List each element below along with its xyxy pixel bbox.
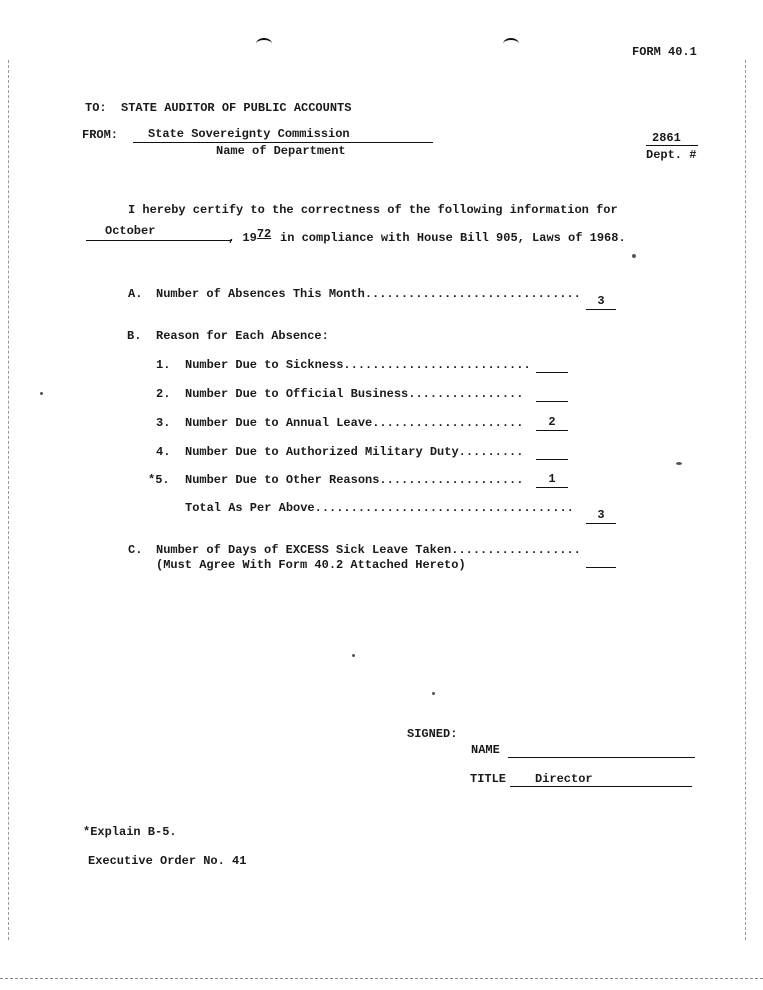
b-item-underline: [536, 430, 568, 431]
section-c-label-line1: Number of Days of EXCESS Sick Leave Taken..................: [156, 543, 581, 557]
certify-text: I hereby certify to the correctness of the following information for: [128, 203, 618, 217]
scan-speck: [40, 392, 43, 395]
total-underline: [586, 523, 616, 524]
b-item-underline: [536, 372, 568, 373]
section-b-letter: B.: [127, 329, 142, 343]
title-label: TITLE: [470, 772, 507, 786]
title-underline: [510, 786, 692, 787]
b-item-num: 3.: [156, 416, 171, 430]
section-c-underline: [586, 567, 616, 568]
b-item-value: 2: [548, 415, 556, 429]
b-item-num: 4.: [156, 445, 171, 459]
from-underline: [133, 142, 433, 143]
section-a-label: Number of Absences This Month..............................: [156, 287, 581, 301]
month-value: October: [105, 224, 156, 238]
b-item-label: Number Due to Official Business................: [185, 387, 524, 401]
b-item-underline: [536, 487, 568, 488]
form-number: FORM 40.1: [632, 45, 697, 59]
scan-edge-left: [8, 60, 9, 940]
b-item-value: 1: [548, 472, 556, 486]
dept-caption: Dept. #: [646, 148, 697, 162]
b-item-label: Number Due to Sickness..........................: [185, 358, 531, 372]
b-item-num: *5.: [148, 473, 170, 487]
b-item-label: Number Due to Authorized Military Duty.........: [185, 445, 524, 459]
punch-mark-left: [256, 38, 272, 50]
from-value: State Sovereignty Commission: [148, 127, 350, 141]
name-underline: [508, 757, 695, 758]
dept-underline: [646, 145, 698, 146]
punch-mark-right: [503, 38, 519, 50]
b-item-num: 2.: [156, 387, 171, 401]
scan-speck: [352, 654, 355, 657]
title-value: Director: [535, 772, 593, 786]
to-label: TO:: [85, 101, 107, 115]
from-label: FROM:: [82, 128, 119, 142]
total-label: Total As Per Above....................................: [185, 501, 574, 515]
scan-speck: [632, 254, 636, 258]
section-b-label: Reason for Each Absence:: [156, 329, 329, 343]
total-value: 3: [597, 508, 605, 522]
scan-bottom-edge: [0, 978, 763, 979]
executive-order: Executive Order No. 41: [88, 854, 247, 868]
b-item-underline: [536, 459, 568, 460]
from-caption: Name of Department: [216, 144, 346, 158]
b-item-underline: [536, 401, 568, 402]
year-line: [228, 227, 272, 245]
b-item-label: Number Due to Annual Leave.....................: [185, 416, 524, 430]
scan-speck: [432, 692, 435, 695]
section-c-letter: C.: [128, 543, 143, 557]
to-value: STATE AUDITOR OF PUBLIC ACCOUNTS: [121, 101, 352, 115]
year-prefix: , 19: [228, 231, 257, 245]
scan-edge-right: [745, 60, 746, 940]
section-a-underline: [586, 309, 616, 310]
footnote: *Explain B-5.: [83, 825, 177, 839]
dept-number: 2861: [652, 131, 681, 145]
b-item-num: 1.: [156, 358, 171, 372]
name-label: NAME: [471, 743, 500, 757]
section-c-label-line2: (Must Agree With Form 40.2 Attached Hereto): [156, 558, 466, 572]
month-underline: [86, 240, 232, 241]
signed-label: SIGNED:: [407, 727, 458, 741]
b-item-label: Number Due to Other Reasons....................: [185, 473, 524, 487]
section-a-letter: A.: [128, 287, 143, 301]
section-a-value: 3: [597, 294, 605, 308]
scan-speck: [676, 462, 682, 465]
year-suffix: 72: [256, 227, 272, 241]
compliance-text: in compliance with House Bill 905, Laws of 1968.: [280, 231, 626, 245]
